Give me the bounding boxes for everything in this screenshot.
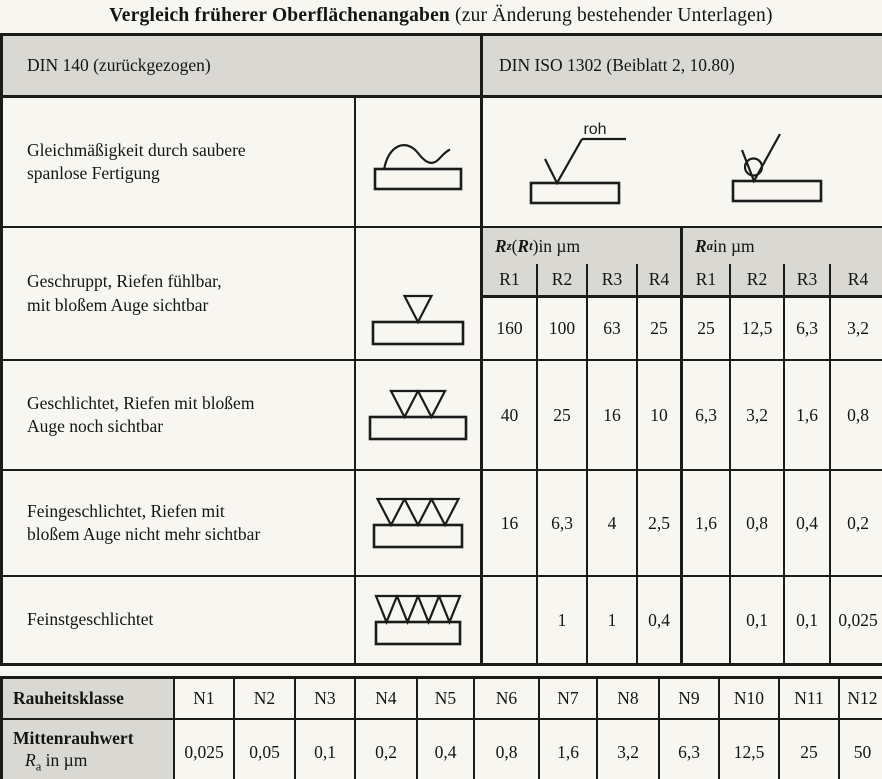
value-cell: 1,6 [683,471,731,577]
value-cell: 100 [538,298,588,361]
value-cell: 0,4 [785,471,831,577]
triangles-1-on-block-symbol [356,228,483,361]
ra-value-cell: 0,8 [475,720,540,779]
value-cell: 160 [483,298,538,361]
value-cell: 0,8 [831,361,882,471]
row-desc-geschlichtet: Geschlichtet, Riefen mit bloßem Auge noch sichtbar [3,361,356,471]
ra-value-cell: 0,2 [356,720,418,779]
ra-value-cell: 0,05 [235,720,296,779]
title-bold: Vergleich früherer Oberflächenangaben [109,5,450,26]
value-cell: 6,3 [538,471,588,577]
group-label-ra: R a in µm [683,228,882,264]
ra-value-cell: 0,1 [296,720,356,779]
circled-check-symbol [683,98,882,226]
col-header-ra-r4: R4 [831,264,882,298]
col-header-rz-r4: R4 [638,264,683,298]
class-cell: N11 [780,679,840,720]
class-cell: N10 [720,679,780,720]
value-cell: 25 [538,361,588,471]
row-desc-geschruppt: Geschruppt, Riefen fühlbar, mit bloßem Auge sichtbar [3,228,356,361]
col-header-ra-r2: R2 [731,264,785,298]
ra-value-cell: 25 [780,720,840,779]
value-cell: 0,2 [831,471,882,577]
class-cell: N2 [235,679,296,720]
triangles-2-on-block-symbol [356,361,483,471]
ra-value-cell: 50 [840,720,882,779]
wave-on-block-symbol [356,98,483,228]
ra-value-cell: 12,5 [720,720,780,779]
page-title [0,5,882,27]
triangles-3-on-block-symbol [356,471,483,577]
header-din140: DIN 140 (zurückgezogen) [3,36,483,98]
col-header-ra-r1: R1 [683,264,731,298]
header-diniso1302: DIN ISO 1302 (Beiblatt 2, 10.80) [483,36,882,98]
class-cell: N12 [840,679,882,720]
value-cell: 1 [588,577,638,663]
class-cell: N1 [175,679,235,720]
value-cell: 10 [638,361,683,471]
triangles-4-on-block-symbol [356,577,483,663]
roh-flag-check-symbol [485,98,683,226]
ra-value-cell: 0,4 [418,720,475,779]
value-cell [483,577,538,663]
col-header-rz-r1: R1 [483,264,538,298]
value-cell: 4 [588,471,638,577]
value-cell: 0,1 [785,577,831,663]
ra-value-cell: 6,3 [660,720,720,779]
class-cell: N3 [296,679,356,720]
value-cell: 3,2 [831,298,882,361]
class-cell: N8 [598,679,660,720]
value-cell: 0,025 [831,577,882,663]
group-label-rz: R z ( R t ) in µm [483,228,683,264]
value-cell: 1,6 [785,361,831,471]
value-cell: 0,1 [731,577,785,663]
value-cell: 12,5 [731,298,785,361]
iso-symbols-row [483,98,882,228]
class-cell: N4 [356,679,418,720]
value-cell: 3,2 [731,361,785,471]
label-mittenrauhwert: Mittenrauhwert $R_a$ in µm [3,720,175,779]
class-cell: N6 [475,679,540,720]
value-cell: 2,5 [638,471,683,577]
value-cell: 1 [538,577,588,663]
label-rauheitsklasse: Rauheitsklasse [3,679,175,720]
value-cell: 40 [483,361,538,471]
value-cell: 6,3 [785,298,831,361]
class-cell: N9 [660,679,720,720]
value-cell: 6,3 [683,361,731,471]
value-cell: 25 [638,298,683,361]
row-desc-spanlos: Gleichmäßigkeit durch saubere spanlose Fertigung [3,98,356,228]
ra-value-cell: 3,2 [598,720,660,779]
roughness-class-table [0,676,882,779]
col-header-rz-r3: R3 [588,264,638,298]
col-header-rz-r2: R2 [538,264,588,298]
class-cell: N5 [418,679,475,720]
ra-value-cell: 1,6 [540,720,598,779]
row-desc-feinstgeschlichtet: Feinstgeschlichtet [3,577,356,663]
value-cell: 63 [588,298,638,361]
ra-value-cell: 0,025 [175,720,235,779]
comparison-table [0,33,882,666]
col-header-ra-r3: R3 [785,264,831,298]
title-rest: (zur Änderung bestehender Unterlagen) [449,5,773,26]
value-cell: 16 [588,361,638,471]
value-cell: 25 [683,298,731,361]
value-cell: 16 [483,471,538,577]
svg-text:roh: roh [582,121,607,138]
value-cell: 0,4 [638,577,683,663]
class-cell: N7 [540,679,598,720]
value-cell: 0,8 [731,471,785,577]
value-cell [683,577,731,663]
row-desc-feingeschlichtet: Feingeschlichtet, Riefen mit bloßem Auge nicht mehr sichtbar [3,471,356,577]
